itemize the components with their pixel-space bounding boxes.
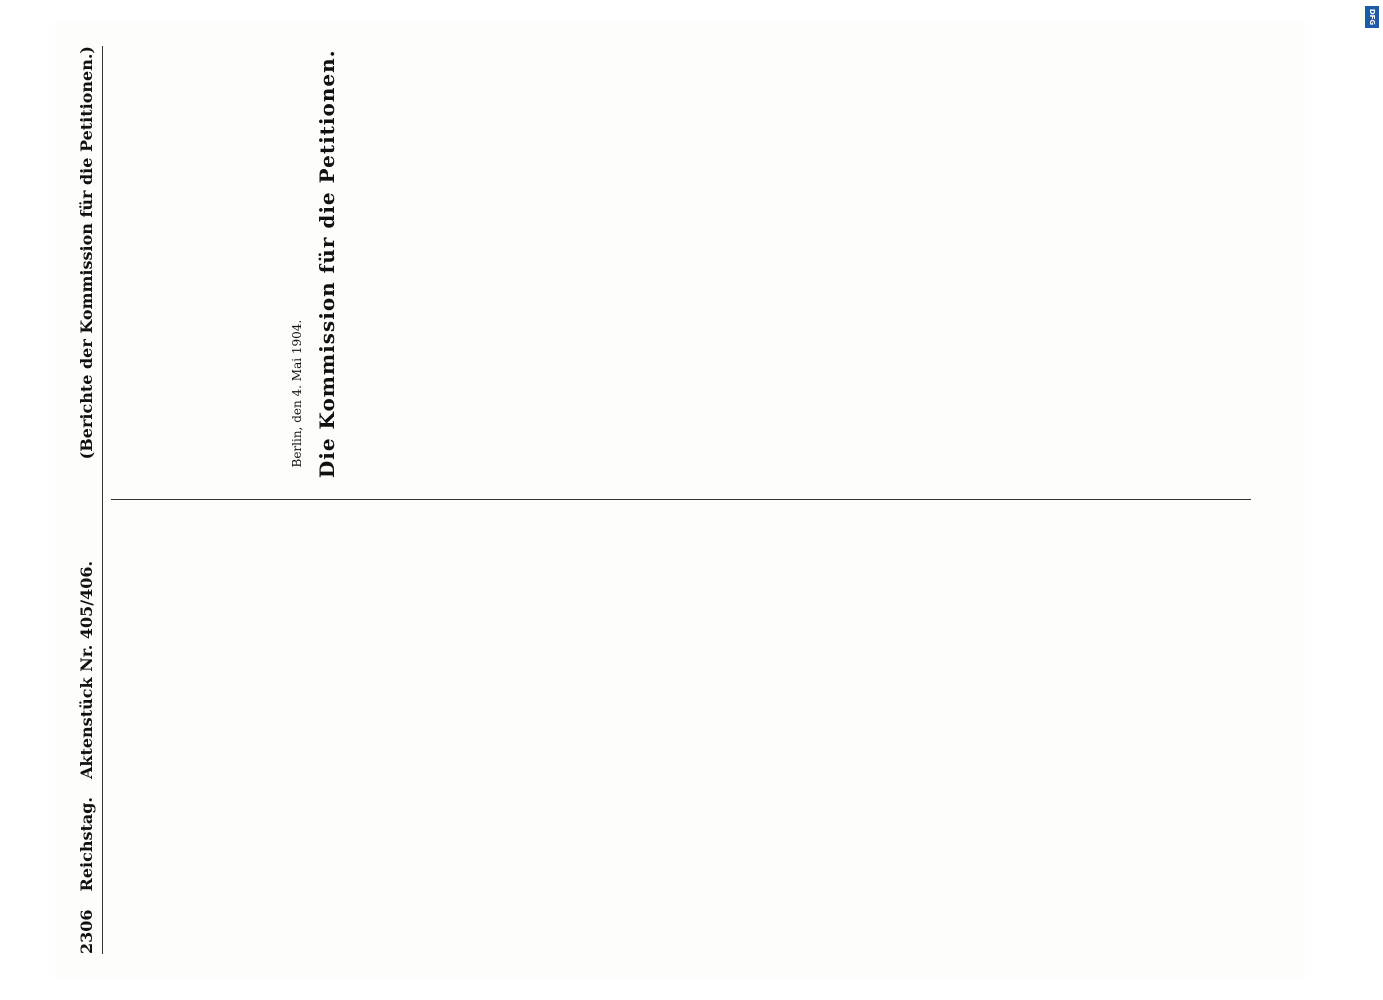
right-column	[111, 46, 1251, 482]
paragraph	[195, 46, 235, 482]
document-number: Aktenstück Nr. 405/406.	[77, 560, 96, 780]
motion-intro	[237, 46, 277, 482]
paragraph	[489, 519, 529, 955]
chamber-name: Reichstag.	[77, 797, 96, 892]
page-header	[77, 46, 103, 954]
paragraph	[111, 46, 151, 482]
paragraph	[153, 46, 193, 482]
section-title: (Berichte der Kommission für die Petitionen.)	[77, 46, 96, 460]
paragraph	[321, 519, 361, 955]
paragraph	[195, 519, 235, 955]
paragraph	[447, 519, 487, 955]
text-columns	[111, 46, 1251, 954]
paragraph	[111, 519, 151, 955]
left-column	[111, 519, 1251, 955]
page-content-rotated	[65, 30, 1295, 970]
paragraph	[153, 519, 193, 955]
quoted-paragraph	[363, 519, 403, 955]
logo-text: DFG	[1368, 8, 1376, 26]
commission-title: Die Kommission für die Petitionen.	[314, 49, 339, 479]
scanned-page	[55, 22, 1305, 978]
page-number: 2306	[77, 909, 96, 954]
paragraph	[237, 519, 277, 955]
date-line: Berlin, den 4. Mai 1904.	[290, 319, 304, 468]
dfg-logo-icon	[1365, 6, 1379, 28]
paragraph	[279, 519, 319, 955]
digitization-note	[1363, 30, 1381, 970]
column-divider	[111, 500, 1251, 501]
paragraph	[405, 519, 445, 955]
